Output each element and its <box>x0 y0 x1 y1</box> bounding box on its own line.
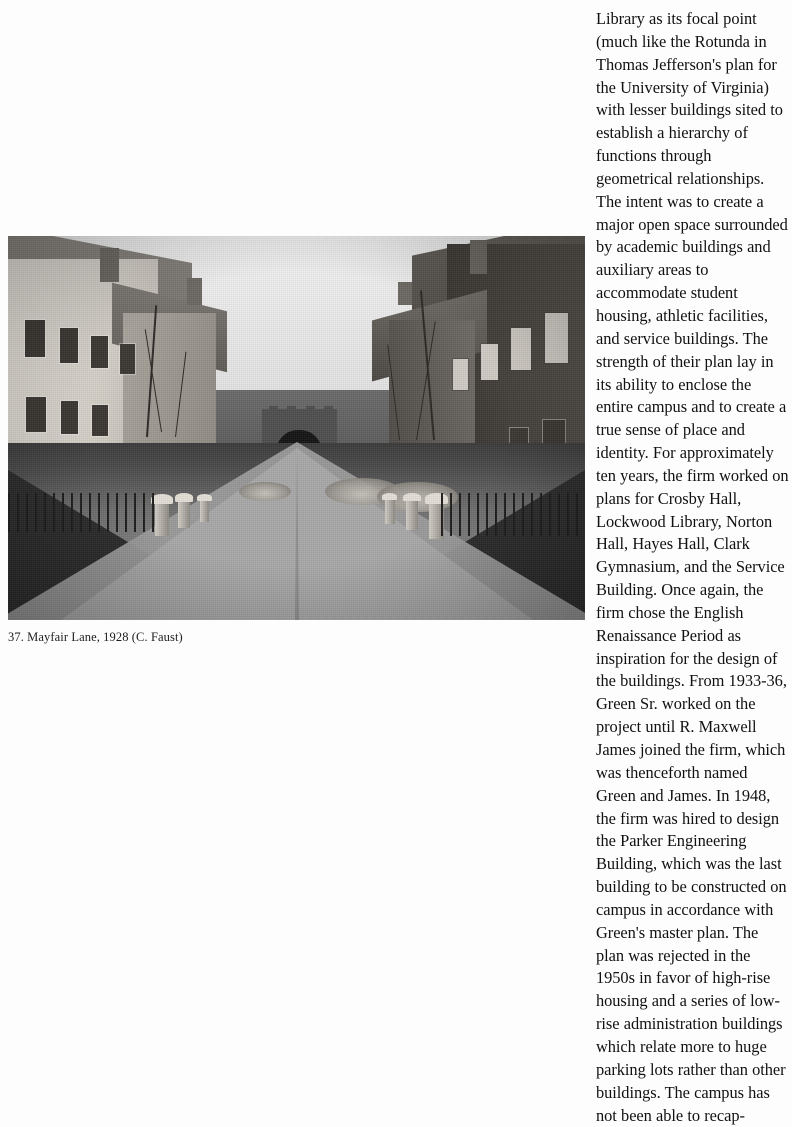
crenellation <box>269 406 278 412</box>
window <box>453 359 468 390</box>
stone-pier-cap <box>403 493 421 501</box>
stone-pier <box>385 499 394 524</box>
stone-pier-cap <box>175 493 193 501</box>
window <box>91 336 108 369</box>
window <box>61 401 78 434</box>
chimney <box>100 248 118 283</box>
figure-block <box>8 236 585 645</box>
stone-pier <box>406 499 418 530</box>
stone-pier-cap <box>197 494 212 501</box>
chimney <box>398 282 412 305</box>
mayfair-lane-photograph <box>8 236 585 620</box>
lane-centre-seam <box>295 452 299 620</box>
stone-pier <box>178 499 190 528</box>
window <box>25 320 45 356</box>
figure-caption: 37. Mayfair Lane, 1928 (C. Faust) <box>8 630 183 644</box>
shrub <box>239 482 291 501</box>
crenellation <box>306 406 315 412</box>
window <box>511 328 531 370</box>
body-paragraph: Library as its focal point (much like the Rotunda in Thomas Jefferson's plan for the University of Virginia) with lesser buildings sited to establish a hierarchy of functions through geometrical relationships. The intent was to create a major open space surrounded by academic buildings and auxiliary areas to accommodate student housing, athletic facilities, and service buildings. The strength of their plan lay in its ability to enclose the entire campus and to create a true sense of place and identity. For approximately ten years, the firm worked on plans for Crosby Hall, Lockwood Library, Norton Hall, Hayes Hall, Clark Gymnasium, and the Service Building. Once again, the firm chose the English Renaissance Period as inspiration for the design of the buildings. From 1933-36, Green Sr. worked on the project until R. Maxwell James joined the firm, which was thenceforth named Green and James. In 1948, the firm was hired to design the Parker Engineering Building, which was the last building to be constructed on campus in accordance with Green's master plan. The plan was rejected in the 1950s in favor of high-rise housing and a series of low-rise administration buildings which relate more to huge parking lots rather than other buildings. The campus has not been able to recap- <box>596 9 789 1125</box>
stone-pier <box>200 499 209 522</box>
stone-pier-cap <box>382 493 397 500</box>
chimney <box>470 240 487 275</box>
iron-railing-right <box>441 493 585 535</box>
window <box>60 328 78 363</box>
window <box>92 405 108 436</box>
crenellation <box>324 406 333 412</box>
iron-railing-left <box>8 493 158 531</box>
window <box>545 313 568 363</box>
chimney <box>187 278 202 305</box>
window <box>120 344 135 375</box>
window <box>481 344 498 380</box>
crenellation <box>287 406 296 412</box>
window <box>26 397 46 432</box>
body-text-column <box>596 8 790 1127</box>
